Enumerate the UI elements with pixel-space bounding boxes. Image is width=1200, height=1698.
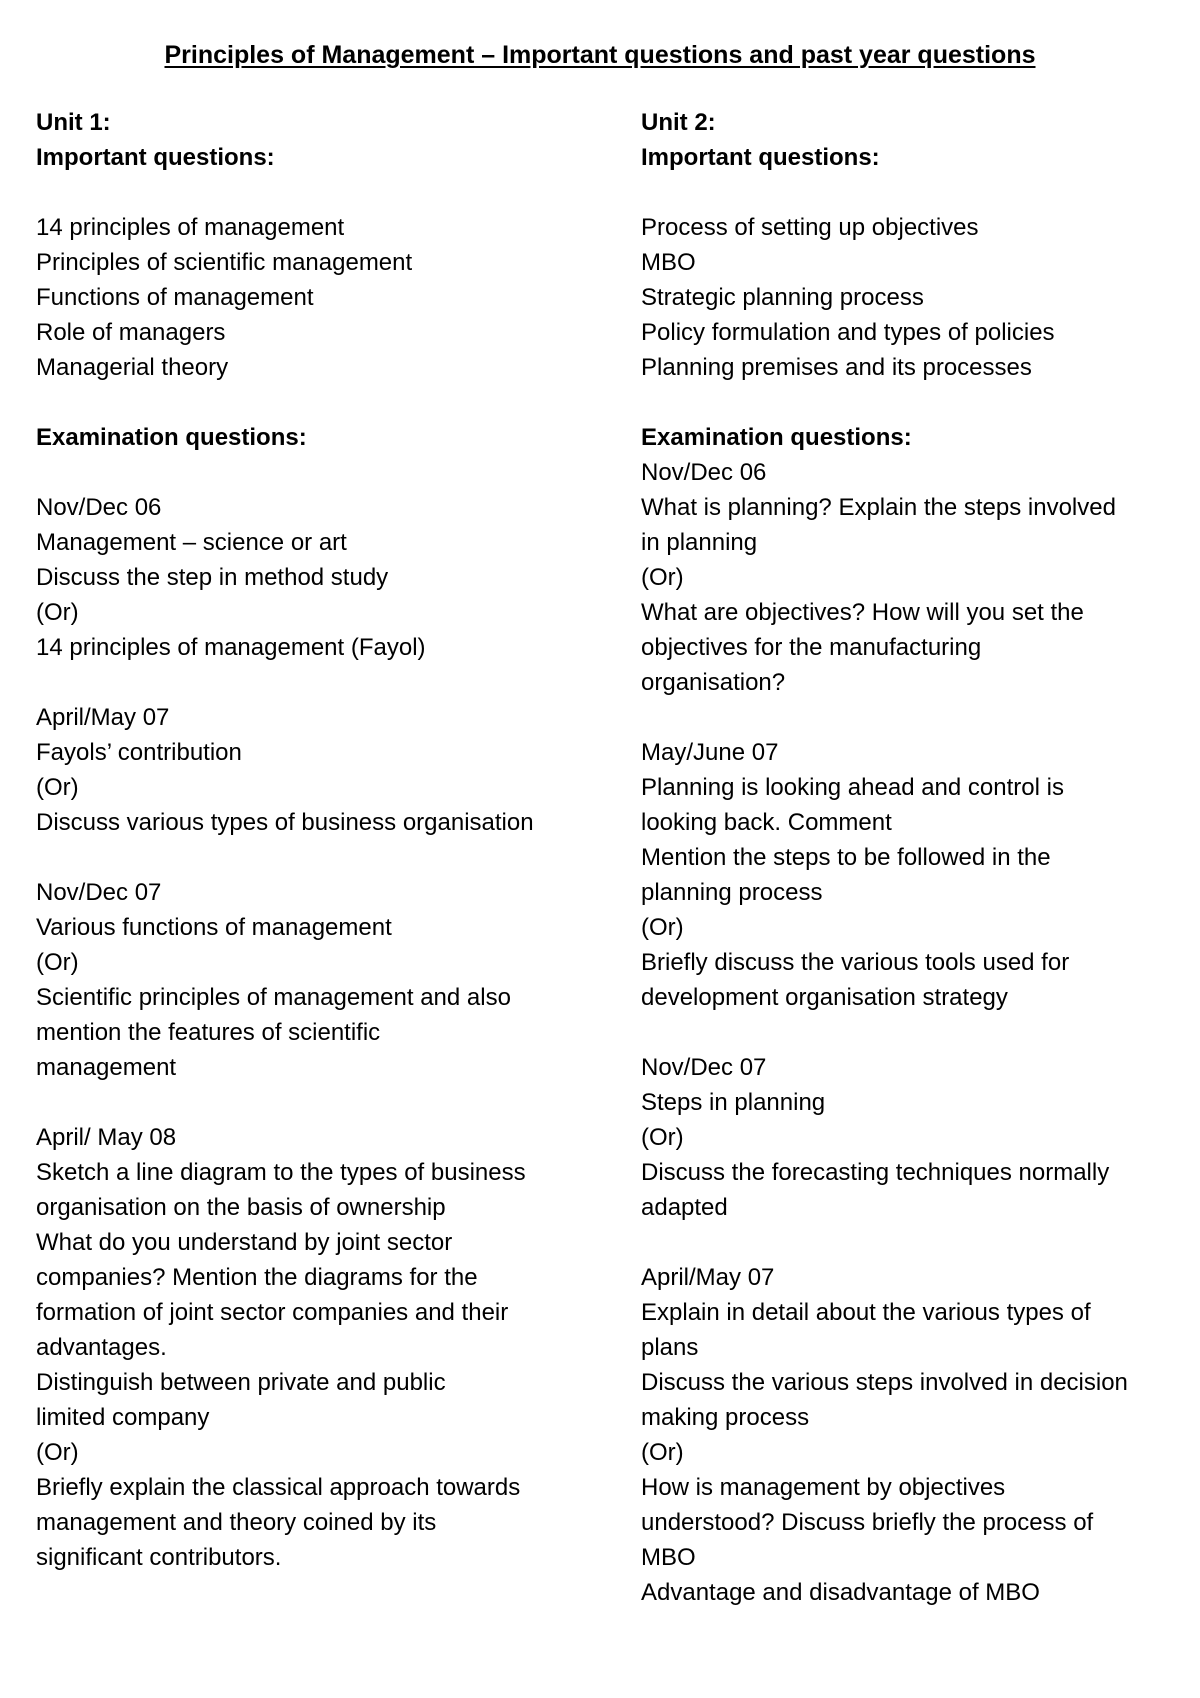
question-line: making process	[641, 1404, 810, 1431]
question-line: How is management by objectives	[641, 1474, 1006, 1501]
question-line: in planning	[641, 529, 758, 556]
question-line: Scientific principles of management and also	[36, 984, 511, 1011]
question-line: What do you understand by joint sector	[36, 1229, 453, 1256]
question-line: adapted	[641, 1194, 728, 1221]
question-line: Briefly explain the classical approach towards	[36, 1474, 521, 1501]
unit1-session	[36, 490, 596, 665]
question-line: plans	[641, 1334, 699, 1361]
unit1-important-list	[36, 210, 596, 385]
session-title: Nov/Dec 07	[641, 1054, 767, 1081]
list-item: Role of managers	[36, 319, 226, 346]
unit2-column	[641, 105, 1176, 1610]
question-line: (Or)	[36, 1439, 79, 1466]
question-line: Various functions of management	[36, 914, 392, 941]
unit2-important-list	[641, 210, 1176, 385]
unit2-heading: Unit 2:	[641, 109, 716, 136]
unit2-session	[641, 455, 1176, 700]
question-line: (Or)	[36, 774, 79, 801]
session-title: May/June 07	[641, 739, 779, 766]
unit1-session	[36, 700, 596, 840]
unit1-important-label: Important questions:	[36, 144, 275, 171]
question-line: understood? Discuss briefly the process of	[641, 1509, 1094, 1536]
unit2-session	[641, 1050, 1176, 1225]
question-line: Sketch a line diagram to the types of business	[36, 1159, 526, 1186]
page-title: Principles of Management – Important questions and past year questions	[164, 41, 1036, 69]
question-line: management and theory coined by its	[36, 1509, 437, 1536]
question-line: Briefly discuss the various tools used for	[641, 949, 1070, 976]
question-line: Discuss the forecasting techniques normally	[641, 1159, 1110, 1186]
question-line: (Or)	[641, 1439, 684, 1466]
question-line: significant contributors.	[36, 1544, 282, 1571]
question-line: (Or)	[641, 914, 684, 941]
question-line: organisation on the basis of ownership	[36, 1194, 446, 1221]
unit2-session	[641, 1260, 1176, 1610]
list-item: Strategic planning process	[641, 284, 924, 311]
question-line: formation of joint sector companies and their	[36, 1299, 509, 1326]
question-line: development organisation strategy	[641, 984, 1008, 1011]
question-line: Management – science or art	[36, 529, 347, 556]
unit2-session	[641, 735, 1176, 1015]
question-line: planning process	[641, 879, 823, 906]
unit1-session	[36, 1120, 596, 1575]
question-line: Steps in planning	[641, 1089, 826, 1116]
question-line: What is planning? Explain the steps involved	[641, 494, 1116, 521]
question-line: management	[36, 1054, 177, 1081]
question-line: advantages.	[36, 1334, 167, 1361]
unit1-exam-label: Examination questions:	[36, 424, 307, 451]
unit2-exam-label: Examination questions:	[641, 424, 912, 451]
list-item: Planning premises and its processes	[641, 354, 1032, 381]
session-title: Nov/Dec 07	[36, 879, 162, 906]
question-line: (Or)	[36, 949, 79, 976]
question-line: MBO	[641, 1544, 696, 1571]
session-title: April/May 07	[641, 1264, 775, 1291]
session-title: April/ May 08	[36, 1124, 177, 1151]
question-line: Mention the steps to be followed in the	[641, 844, 1051, 871]
question-line: Planning is looking ahead and control is	[641, 774, 1064, 801]
question-line: (Or)	[641, 1124, 684, 1151]
unit1-column	[36, 105, 596, 1575]
unit1-session	[36, 875, 596, 1085]
question-line: mention the features of scientific	[36, 1019, 381, 1046]
session-title: Nov/Dec 06	[641, 459, 767, 486]
session-title: Nov/Dec 06	[36, 494, 162, 521]
question-line: Discuss the various steps involved in decision	[641, 1369, 1128, 1396]
list-item: Managerial theory	[36, 354, 229, 381]
question-line: Discuss the step in method study	[36, 564, 389, 591]
question-line: Distinguish between private and public	[36, 1369, 446, 1396]
unit2-important-label: Important questions:	[641, 144, 880, 171]
question-line: looking back. Comment	[641, 809, 892, 836]
question-line: What are objectives? How will you set the	[641, 599, 1084, 626]
question-line: Advantage and disadvantage of MBO	[641, 1579, 1040, 1606]
question-line: Fayols’ contribution	[36, 739, 242, 766]
list-item: Policy formulation and types of policies	[641, 319, 1055, 346]
session-title: April/May 07	[36, 704, 170, 731]
list-item: Principles of scientific management	[36, 249, 413, 276]
question-line: organisation?	[641, 669, 786, 696]
question-line: companies? Mention the diagrams for the	[36, 1264, 478, 1291]
question-line: objectives for the manufacturing	[641, 634, 982, 661]
list-item: MBO	[641, 249, 696, 276]
question-line: Discuss various types of business organisation	[36, 809, 534, 836]
list-item: Process of setting up objectives	[641, 214, 979, 241]
unit1-heading: Unit 1:	[36, 109, 111, 136]
question-line: (Or)	[36, 599, 79, 626]
list-item: Functions of management	[36, 284, 314, 311]
list-item: 14 principles of management	[36, 214, 345, 241]
question-line: limited company	[36, 1404, 210, 1431]
question-line: 14 principles of management (Fayol)	[36, 634, 426, 661]
question-line: Explain in detail about the various types of	[641, 1299, 1091, 1326]
question-line: (Or)	[641, 564, 684, 591]
